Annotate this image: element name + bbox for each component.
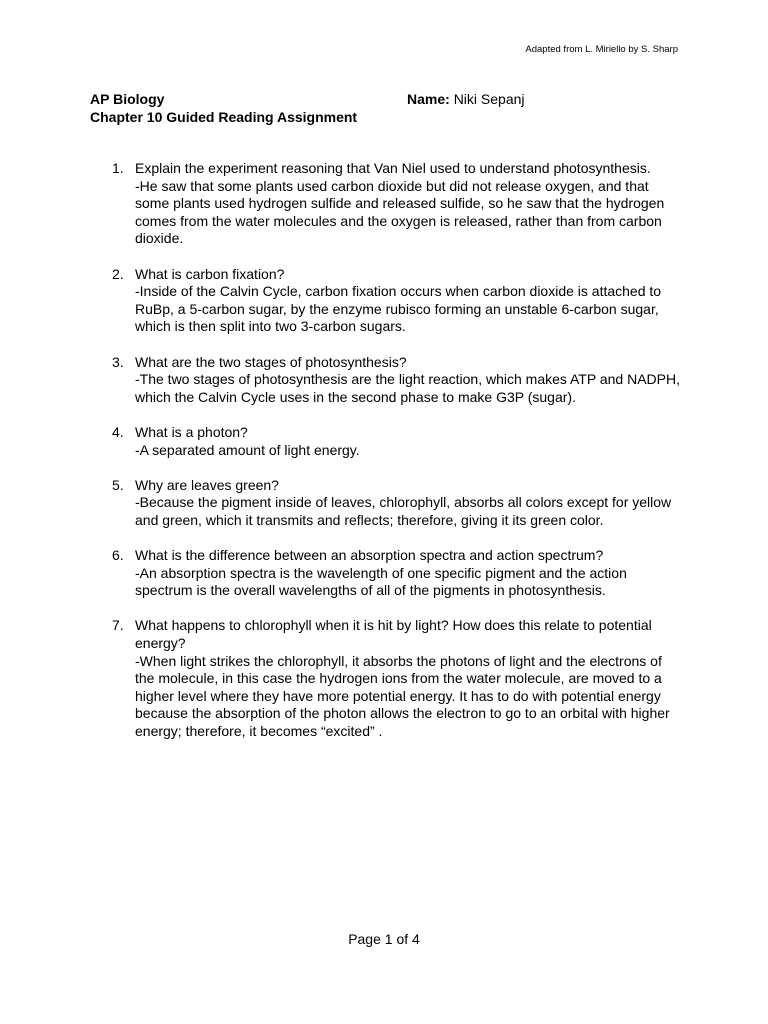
question-item-7	[112, 617, 682, 740]
question-text: Explain the experiment reasoning that Van Niel used to understand photosynthesis.	[135, 160, 651, 176]
question-text: What is carbon fixation?	[135, 265, 285, 282]
assignment-title: Chapter 10 Guided Reading Assignment	[90, 109, 358, 125]
question-item-6	[112, 547, 682, 600]
question-text: What are the two stages of photosynthesis?	[135, 353, 407, 370]
student-name	[407, 90, 525, 108]
question-number: 7.	[112, 617, 124, 634]
name-label: Name:	[407, 91, 450, 107]
question-text: Why are leaves green?	[135, 476, 279, 493]
title-block	[90, 90, 357, 126]
question-number: 4.	[112, 423, 124, 440]
answer-text: -An absorption spectra is the wavelength of one specific pigment and the action spectrum is the overall wavelengths of all of the pigments in photosynthesis.	[135, 564, 627, 599]
page-number: Page 1 of 4	[348, 931, 420, 947]
question-number: 6.	[112, 547, 124, 564]
question-list	[112, 160, 682, 758]
question-number: 3.	[112, 353, 124, 370]
question-item-1	[112, 160, 682, 248]
question-item-2	[112, 266, 682, 336]
answer-text: -The two stages of photosynthesis are the light reaction, which makes ATP and NADPH, which the Calvin Cycle uses in the second phase to make G3P (sugar).	[135, 371, 680, 405]
credit-note: Adapted from L. Miriello by S. Sharp	[525, 44, 678, 55]
question-text: What is a photon?	[135, 423, 248, 440]
course-title: AP Biology	[90, 91, 165, 107]
question-text: What is the difference between an absorption spectra and action spectrum?	[135, 547, 604, 564]
answer-text: -He saw that some plants used carbon dioxide but did not release oxygen, and that some plants used hydrogen sulfide and released sulfide, so he saw that the hydrogen comes from the water molecules and the oxygen is released, rather than from carbon dioxide.	[135, 177, 665, 247]
question-item-3	[112, 354, 682, 407]
name-value: Niki Sepanj	[453, 91, 525, 107]
answer-text: -Inside of the Calvin Cycle, carbon fixation occurs when carbon dioxide is attached to RuBp, a 5-carbon sugar, by the enzyme rubisco forming an unstable 6-carbon sugar, which is then split into two 3-carbon sugars.	[135, 283, 662, 335]
question-number: 1.	[112, 160, 124, 176]
question-number: 2.	[112, 265, 124, 282]
question-item-5	[112, 477, 682, 530]
question-item-4	[112, 424, 682, 459]
answer-text: -A separated amount of light energy.	[135, 441, 360, 458]
question-number: 5.	[112, 476, 124, 493]
question-text: What happens to chlorophyll when it is hit by light? How does this relate to potential energy?	[135, 617, 652, 652]
answer-text: -Because the pigment inside of leaves, chlorophyll, absorbs all colors except for yellow and green, which it transmits and reflects; therefore, giving it its green color.	[135, 494, 672, 528]
answer-text: -When light strikes the chlorophyll, it absorbs the photons of light and the electrons of the molecule, in this case the hydrogen ions from the water molecule, are moved to a higher level where they have more potential energy. It has to do with potential energy because the absorption of the photon allows the electron to go to an orbital with higher energy; therefore, it becomes “excited” .	[135, 652, 670, 739]
